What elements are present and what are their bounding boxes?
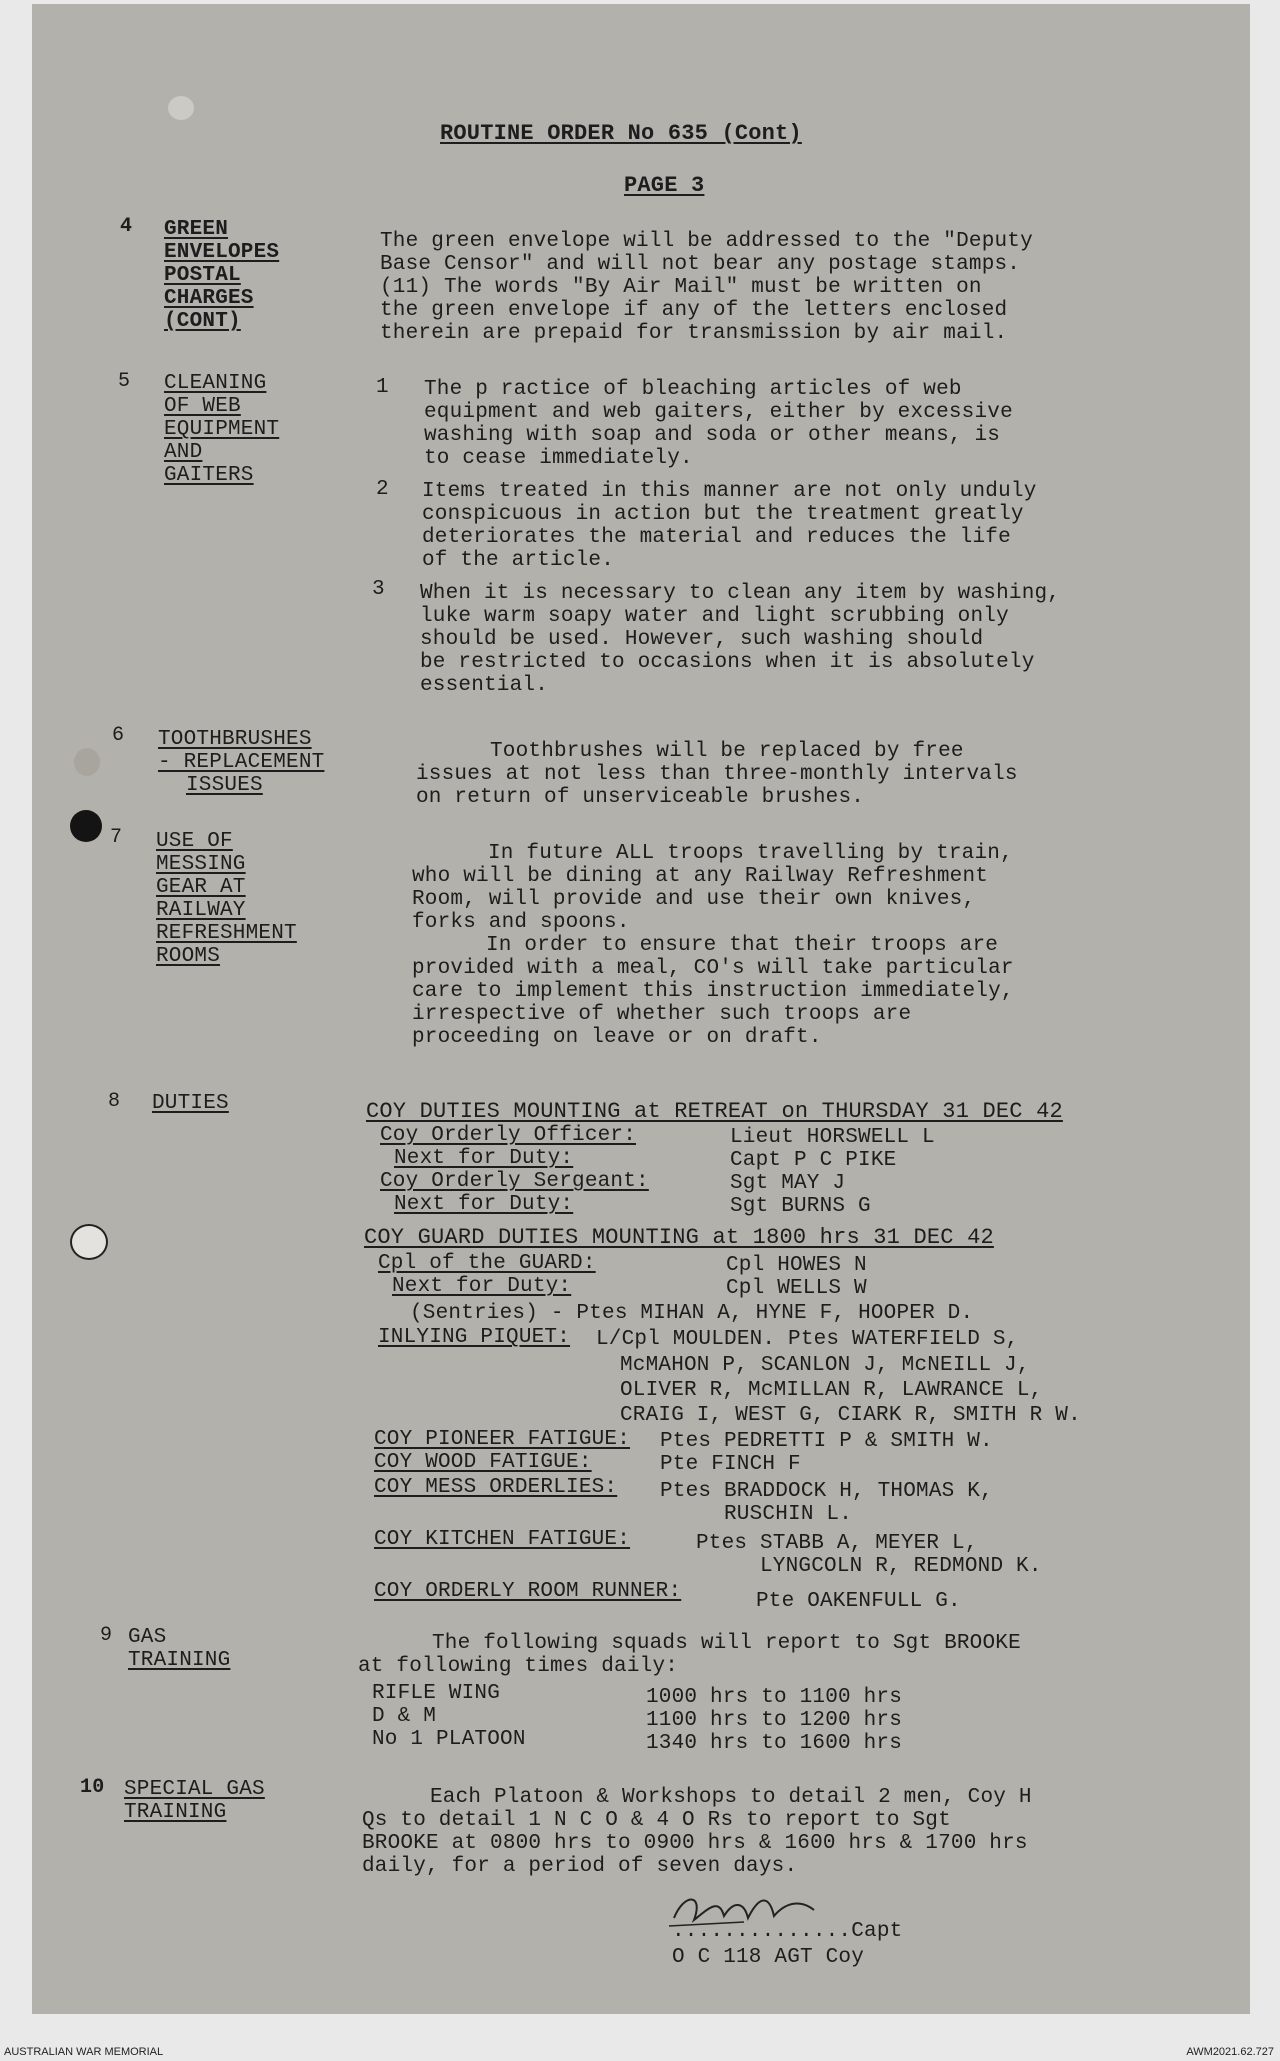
guard-values: Cpl HOWES N Cpl WELLS W (726, 1254, 867, 1300)
squad-names: RIFLE WING D & M No 1 PLATOON (372, 1682, 526, 1751)
signature-title: O C 118 AGT Coy (672, 1946, 865, 1969)
item-heading: CLEANING OF WEB EQUIPMENT AND GAITERS (164, 372, 280, 487)
duties-mounting-heading: COY DUTIES MOUNTING at RETREAT on THURSDAY 31 DEC 42 (366, 1099, 1063, 1124)
fatigue-assignments: Ptes PEDRETTI P & SMITH W. Pte FINCH F Ptes BRADDOCK H, THOMAS K, RUSCHIN L. Ptes STABB A, MEYER L, LYNGCOLN R, REDMOND K. (660, 1430, 1042, 1578)
piquet-members: L/Cpl MOULDEN. Ptes WATERFIELD S, (596, 1328, 1019, 1351)
item-heading: GAS TRAINING (128, 1626, 231, 1672)
item-body: Toothbrushes will be replaced by free issues at not less than three-monthly intervals on return of unserviceable brushes. (416, 740, 1018, 809)
item-heading: GREEN ENVELOPES POSTAL CHARGES (CONT) (164, 218, 280, 333)
item-number: 5 (118, 370, 131, 393)
item-heading: SPECIAL GAS TRAINING (124, 1778, 265, 1824)
punch-hole (70, 810, 102, 842)
signature-line: ..............Capt (672, 1920, 903, 1943)
guard-mounting-heading: COY GUARD DUTIES MOUNTING at 1800 hrs 31 DEC 42 (364, 1225, 994, 1250)
item-number: 7 (110, 826, 123, 849)
item-paragraph-text: Items treated in this manner are not only unduly conspicuous in action but the treatment greatly deteriorates the material and reduces the life of the article. (422, 480, 1037, 572)
runner-assignment: Pte OAKENFULL G. (756, 1590, 961, 1613)
item-body: The green envelope will be addressed to the "Deputy Base Censor" and will not bear any postage stamps. (11) The words "By Air Mail" must be written on the green envelope if any of the letters enclosed therein are prepaid for transmission by air mail. (380, 230, 1033, 345)
item-paragraph-text: When it is necessary to clean any item by washing, luke warm soapy water and light scrubbing only should be used. However, such washing should be restricted to occasions when it is absolutely essential. (420, 582, 1061, 697)
footer-reference: AWM2021.62.727 (1186, 2046, 1274, 2058)
punch-hole (70, 1224, 108, 1260)
item-paragraph: 1 (376, 376, 389, 399)
sentries-line: (Sentries) - Ptes MIHAN A, HYNE F, HOOPER D. (410, 1302, 974, 1325)
item-number: 4 (120, 215, 133, 238)
duty-values: Lieut HORSWELL L Capt P C PIKE Sgt MAY J Sgt BURNS G (730, 1126, 935, 1218)
item-heading: USE OF MESSING GEAR AT RAILWAY REFRESHMENT ROOMS (156, 830, 297, 968)
item-number: 9 (100, 1624, 113, 1647)
page-number: PAGE 3 (624, 173, 705, 198)
item-heading: DUTIES (152, 1092, 229, 1115)
document-title: ROUTINE ORDER No 635 (Cont) (440, 121, 802, 146)
fatigue-labels: COY PIONEER FATIGUE: COY WOOD FATIGUE: COY MESS ORDERLIES: COY KITCHEN FATIGUE: COY ORDERLY ROOM RUNNER: (374, 1428, 682, 1603)
squad-times: 1000 hrs to 1100 hrs 1100 hrs to 1200 hrs 1340 hrs to 1600 hrs (646, 1686, 903, 1755)
piquet-members: McMAHON P, SCANLON J, McNEILL J, OLIVER R, McMILLAN R, LAWRANCE L, CRAIG I, WEST G, CIARK R, SMITH R W. (620, 1354, 1081, 1427)
item-paragraph: 3 (372, 578, 385, 601)
punch-hole (74, 748, 100, 776)
duty-labels: Coy Orderly Officer: Next for Duty: Coy Orderly Sergeant: Next for Duty: (380, 1124, 649, 1216)
piquet-label: INLYING PIQUET: (378, 1326, 571, 1349)
guard-labels: Cpl of the GUARD: Next for Duty: (378, 1252, 596, 1298)
item-body: Each Platoon & Workshops to detail 2 men, Coy H Qs to detail 1 N C O & 4 O Rs to report to Sgt BROOKE at 0800 hrs to 0900 hrs & 1600 hrs & 1700 hrs daily, for a period of seven days. (362, 1786, 1032, 1878)
punch-hole (168, 96, 194, 120)
item-number: 10 (80, 1776, 105, 1799)
item-heading: TOOTHBRUSHES - REPLACEMENT ISSUES (158, 728, 325, 797)
item-number: 6 (112, 724, 125, 747)
item-number: 8 (108, 1090, 121, 1113)
item-body: In future ALL troops travelling by train, who will be dining at any Railway Refreshment Room, will provide and use their own knives, forks and spoons. In order to ensure that their troops are provided with a meal, CO's will take particular care to implement this instruction immediately, irrespective of whether such troops are proceeding on leave or on draft. (412, 842, 1014, 1049)
footer-archive-name: AUSTRALIAN WAR MEMORIAL (4, 2046, 164, 2058)
item-body: The following squads will report to Sgt BROOKE at following times daily: (358, 1632, 1021, 1678)
item-paragraph-text: The p ractice of bleaching articles of web equipment and web gaiters, either by excessive washing with soap and soda or other means, is to cease immediately. (424, 378, 1013, 470)
item-paragraph: 2 (376, 478, 389, 501)
